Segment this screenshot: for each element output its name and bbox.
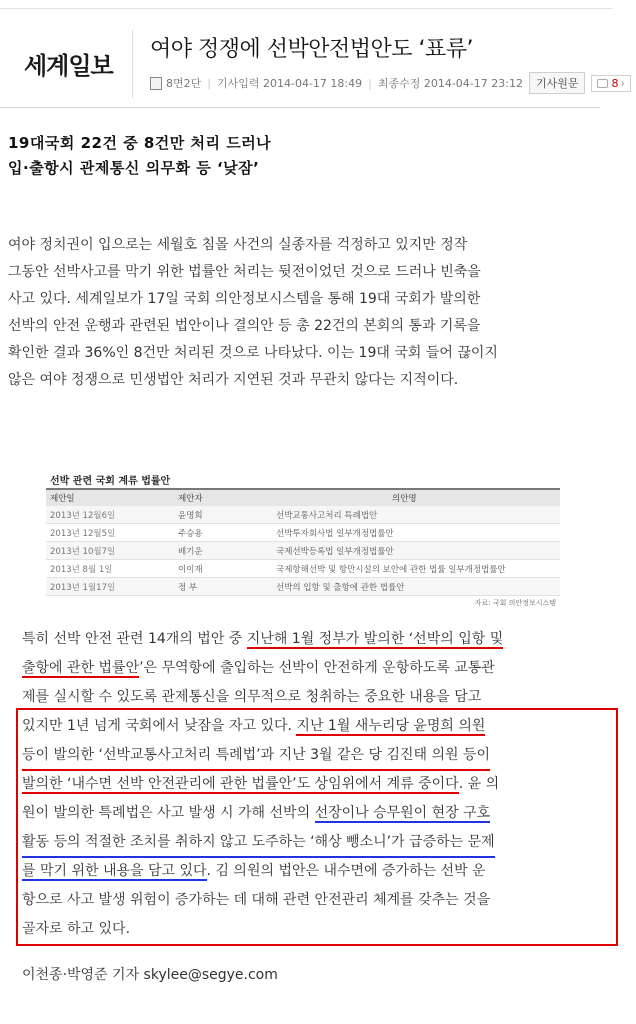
input-label: 기사입력	[216, 77, 260, 90]
paragraph-line: 골자로 하고 있다.	[22, 921, 131, 937]
byline: 이천종·박영준 기자 skylee@segye.com	[22, 967, 278, 983]
pending-bills-table	[46, 488, 560, 596]
table-title: 선박 관련 국회 계류 법률안	[50, 476, 171, 487]
top-divider	[0, 0, 612, 9]
article-header	[0, 0, 625, 108]
cell-date: 2013년 1월17일	[46, 578, 174, 596]
header-divider	[132, 30, 133, 98]
cell-bill: 선박의 입항 및 출항에 관한 법률안	[272, 578, 560, 596]
text-segment: 있지만 1년 넘게 국회에서 낮잠을 자고 있다.	[22, 718, 297, 734]
cell-proposer: 이이재	[174, 560, 272, 578]
header-date: 제안일	[46, 489, 174, 506]
paragraph-line	[22, 655, 495, 682]
cell-bill: 국제선박등록법 일부개정법률안	[272, 542, 560, 560]
text-segment: 원이 발의한 특례법은 사고 발생 시 가해 선박의	[22, 805, 315, 821]
text-segment: 특히 선박 안전 관련 14개의 법안 중	[22, 631, 247, 647]
original-article-button[interactable]: 기사원문	[529, 72, 586, 94]
text-segment: . 윤 의	[458, 776, 500, 792]
table-row	[46, 560, 560, 578]
red-underline-highlight: 지난 1월 새누리당 윤명희 의원	[296, 718, 486, 734]
article-paragraph-1	[8, 232, 608, 394]
table-row	[46, 524, 560, 542]
modified-label: 최종수정	[377, 77, 421, 90]
header-bill-name: 의안명	[272, 489, 560, 506]
table-row	[46, 542, 560, 560]
subheadline-2: 입·출항시 관제통신 의무화 등 ‘낮잠’	[8, 159, 260, 177]
cell-date: 2013년 12월6일	[46, 506, 174, 524]
paragraph-line: 여야 정치권이 입으로는 세월호 침몰 사건의 실종자를 걱정하고 있지만 정작	[8, 237, 468, 253]
blue-underline-highlight: 선장이나 승무원이 현장 구호	[314, 805, 491, 821]
table-header-row	[46, 489, 560, 506]
page-number: 8면2단	[166, 77, 202, 90]
cell-bill: 국제항해선박 및 항만시설의 보안에 관한 법률 일부개정법률안	[272, 560, 560, 578]
red-underline-highlight: 지난해 1월 정부가 발의한 ‘선박의 입항 및	[246, 631, 504, 647]
red-underline-highlight: 등이 발의한 ‘선박교통사고처리 특례법’과 지난 3월 같은 당 김진태 의원 등이	[22, 742, 490, 771]
blue-underline-highlight: 활동 등의 적절한 조치를 취하지 않고 도주하는 ‘해상 뺑소니’가 급증하는 문제	[22, 829, 495, 858]
subheadline-1: 19대국회 22건 중 8건만 처리 드러나	[8, 134, 272, 152]
header-bottom-divider	[0, 107, 600, 108]
cell-proposer: 주승용	[174, 524, 272, 542]
cell-date: 2013년 12월5일	[46, 524, 174, 542]
table-row	[46, 578, 560, 596]
cell-bill: 선박투자회사법 일부개정법률안	[272, 524, 560, 542]
paragraph-line: 선박의 안전 운행과 관련된 법안이나 결의안 등 총 22건의 본회의 통과 기록을	[8, 318, 481, 334]
cell-bill: 선박교통사고처리 특례법안	[272, 506, 560, 524]
blue-underline-highlight: 를 막기 위한 내용을 담고 있다	[22, 863, 207, 879]
red-underline-highlight: 출항에 관한 법률안	[22, 660, 140, 676]
comment-bubble-icon	[597, 79, 608, 88]
article-meta: 8면2단 | 기사입력 2014-04-17 18:49 | 최종수정 2014-04-17 23:12 기사원문 8 ›	[150, 72, 631, 94]
paragraph-line: 그동안 선박사고를 막기 위한 법률안 처리는 뒷전이었던 것으로 드러나 빈축을	[8, 264, 481, 280]
red-highlight-box	[16, 708, 618, 946]
chevron-right-icon: ›	[620, 76, 625, 90]
pending-bills-table-figure	[34, 470, 564, 610]
comment-button[interactable]	[591, 75, 630, 92]
text-segment: . 김 의원의 법안은 내수면에 증가하는 선박 운	[206, 863, 486, 879]
table-row	[46, 506, 560, 524]
cell-date: 2013년 8월 1일	[46, 560, 174, 578]
cell-date: 2013년 10월7일	[46, 542, 174, 560]
newspaper-logo[interactable]: 세계일보	[24, 52, 113, 80]
paragraph-line: 확인한 결과 36%인 8건만 처리된 것으로 나타났다. 이는 19대 국회 들어 끊이지	[8, 345, 498, 361]
modified-time: 2014-04-17 23:12	[423, 76, 523, 90]
text-segment: ’은 무역항에 출입하는 선박이 안전하게 운항하도록 교통관	[139, 660, 495, 676]
header-proposer: 제안자	[174, 489, 272, 506]
paragraph-line: 제를 실시할 수 있도록 관제통신을 의무적으로 청취하는 중요한 내용을 담고	[22, 689, 482, 705]
table-source: 자료: 국회 의안정보시스템	[474, 599, 556, 607]
paragraph-line: 않은 여야 정쟁으로 민생법안 처리가 지연된 것과 무관치 않다는 지적이다.	[8, 372, 459, 388]
paragraph-line	[22, 626, 503, 653]
page-info	[150, 75, 201, 91]
cell-proposer: 배기운	[174, 542, 272, 560]
paragraph-line: 항으로 사고 발생 위험이 증가하는 데 대해 관련 안전관리 체계를 갖추는 것을	[22, 892, 491, 908]
paragraph-line: 사고 있다. 세계일보가 17일 국회 의안정보시스템을 통해 19대 국회가 발의한	[8, 291, 481, 307]
cell-proposer: 윤명희	[174, 506, 272, 524]
comment-count: 8	[611, 76, 619, 90]
red-underline-highlight: 발의한 ‘내수면 선박 안전관리에 관한 법률안’도 상임위에서 계류 중이다	[22, 776, 459, 792]
input-time: 2014-04-17 18:49	[262, 76, 363, 90]
cell-proposer: 정 부	[174, 578, 272, 596]
article-headline: 여야 정쟁에 선박안전법안도 ‘표류’	[150, 37, 473, 62]
page-icon	[150, 77, 162, 90]
